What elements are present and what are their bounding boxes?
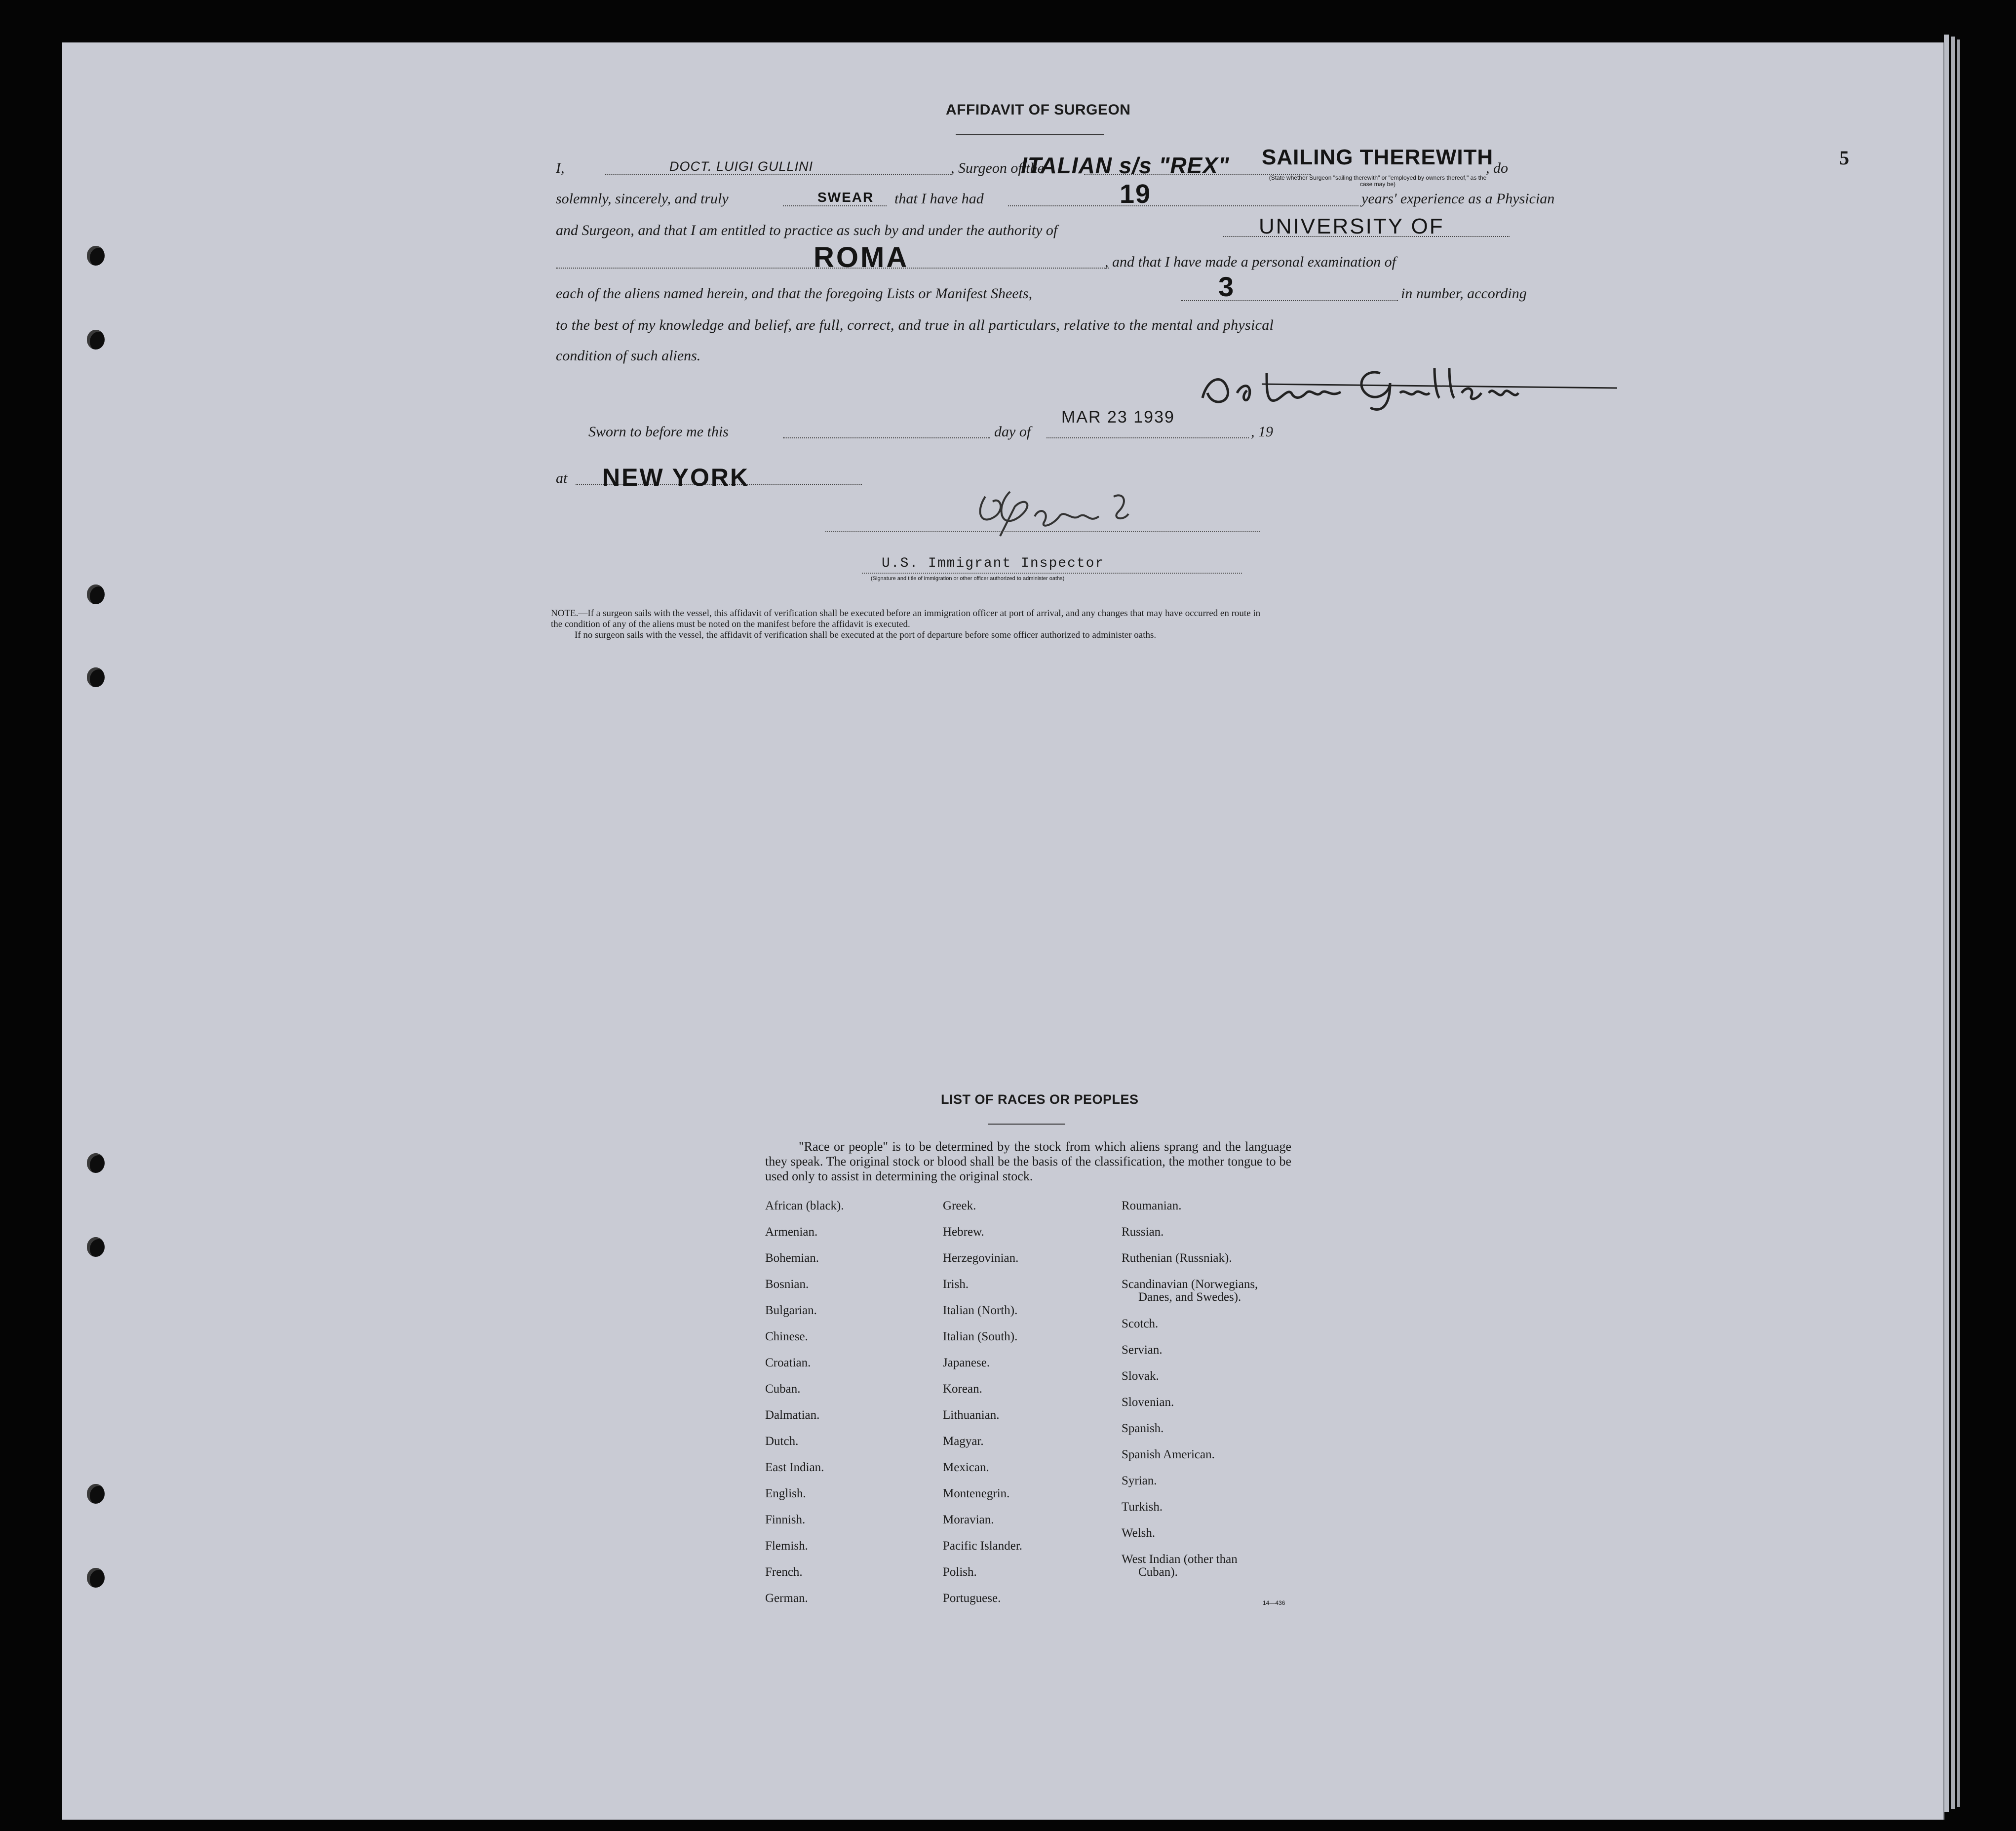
authority-line-2: ROMA <box>814 241 909 273</box>
authority-label: and Surgeon, and that I am entitled to practice as such by and under the authority of <box>556 222 1058 238</box>
race-item: Croatian. <box>765 1356 811 1369</box>
race-item: Spanish American. <box>1122 1448 1215 1461</box>
years-label: years' experience as a Physician <box>1361 191 1555 207</box>
date-stamp: MAR 23 1939 <box>1061 408 1175 427</box>
race-item: Cuban). <box>1138 1565 1178 1579</box>
race-item: Japanese. <box>943 1356 990 1369</box>
document-page <box>62 42 1944 1820</box>
race-item: Spanish. <box>1122 1422 1164 1435</box>
races-intro: "Race or people" is to be determined by the stock from which aliens sprang and the language they speak. The original stock or blood shall be the basis of the classification, the mother tongue to be used only to assist in determining the original stock. <box>765 1139 1291 1183</box>
page-edge <box>1957 39 1960 1807</box>
race-item: Bosnian. <box>765 1278 809 1291</box>
race-item: Dutch. <box>765 1435 799 1448</box>
inspector-signature <box>966 482 1183 541</box>
races-column-2 <box>943 1193 1022 1611</box>
race-item: Roumanian. <box>1122 1199 1182 1212</box>
sworn-place: NEW YORK <box>602 464 750 491</box>
race-item: Turkish. <box>1122 1500 1163 1514</box>
page-number: 5 <box>1839 147 1849 169</box>
sheets-count: 3 <box>1218 271 1235 302</box>
surgeon-signature <box>1193 353 1617 413</box>
punch-hole <box>87 246 105 266</box>
race-item: Scotch. <box>1122 1317 1159 1330</box>
race-item: Russian. <box>1122 1225 1164 1239</box>
race-item: Danes, and Swedes). <box>1138 1290 1241 1304</box>
note-line-1: NOTE.—If a surgeon sails with the vessel, this affidavit of verification shall be executed before an immigration officer at port of arrival, and any changes that may have occurred en route in <box>551 608 1261 619</box>
race-item: Irish. <box>943 1278 969 1291</box>
form-number: 14—436 <box>1263 1599 1285 1606</box>
punch-hole <box>87 667 105 687</box>
do-label: , do <box>1486 160 1508 176</box>
sheets-field <box>1181 300 1398 301</box>
affidavit-title: AFFIDAVIT OF SURGEON <box>946 102 1131 118</box>
race-item: Flemish. <box>765 1539 808 1553</box>
race-item: Welsh. <box>1122 1526 1156 1540</box>
page-edge <box>1951 37 1955 1809</box>
race-item: Korean. <box>943 1382 982 1396</box>
race-item: West Indian (other than <box>1122 1553 1238 1566</box>
title-rule <box>956 134 1104 135</box>
had-label: that I have had <box>894 191 984 207</box>
status-hint: (State whether Surgeon "sailing therewith" or "employed by owners thereof," as the case may be) <box>1269 174 1487 188</box>
race-item: English. <box>765 1487 806 1500</box>
sworn-label: Sworn to before me this <box>588 424 729 440</box>
surgeon-name: DOCT. LUIGI GULLINI <box>669 159 814 174</box>
race-item: Scandinavian (Norwegians, <box>1122 1278 1258 1291</box>
race-item: Herzegovinian. <box>943 1251 1019 1265</box>
punch-hole <box>87 1237 105 1257</box>
affidavit-i: I, <box>556 160 565 176</box>
races-title: LIST OF RACES OR PEOPLES <box>941 1092 1139 1107</box>
officer-title-line <box>862 573 1242 574</box>
oath-word: SWEAR <box>817 190 874 205</box>
race-item: Finnish. <box>765 1513 806 1526</box>
race-item: Chinese. <box>765 1330 808 1343</box>
surgeon-of-label: , Surgeon of the <box>951 160 1044 176</box>
examination-label: , and that I have made a personal examination of <box>1105 254 1396 270</box>
years-field <box>1008 205 1358 206</box>
note-line-3: If no surgeon sails with the vessel, the affidavit of verification shall be executed at the port of departure before some officer authorized to administer oaths. <box>575 630 1157 640</box>
race-item: Ruthenian (Russniak). <box>1122 1251 1232 1265</box>
race-item: Hebrew. <box>943 1225 984 1239</box>
officer-title-stamp: U.S. Immigrant Inspector <box>882 556 1105 571</box>
race-item: Portuguese. <box>943 1592 1001 1605</box>
solemnly-label: solemnly, sincerely, and truly <box>556 191 729 207</box>
knowledge-text: to the best of my knowledge and belief, are full, correct, and true in all particulars, relative to the mental and physical <box>556 317 1274 333</box>
race-item: French. <box>765 1565 803 1579</box>
race-item: Polish. <box>943 1565 977 1579</box>
race-item: Bulgarian. <box>765 1304 817 1317</box>
punch-hole <box>87 330 105 350</box>
race-item: German. <box>765 1592 808 1605</box>
race-item: Syrian. <box>1122 1474 1157 1487</box>
punch-hole <box>87 1484 105 1504</box>
race-item: Dalmatian. <box>765 1408 820 1422</box>
punch-hole <box>87 1568 105 1588</box>
oath-field <box>783 205 887 206</box>
race-item: Italian (North). <box>943 1304 1018 1317</box>
races-column-3 <box>1122 1193 1258 1579</box>
race-item: Armenian. <box>765 1225 818 1239</box>
note-line-2: the condition of any of the aliens must be noted on the manifest before the affidavit is executed. <box>551 619 910 629</box>
race-item: Bohemian. <box>765 1251 819 1265</box>
day-of-label: day of <box>994 424 1031 440</box>
races-title-rule <box>988 1124 1065 1125</box>
races-column-1 <box>765 1193 844 1611</box>
race-item: African (black). <box>765 1199 844 1212</box>
page-edge <box>1944 35 1949 1812</box>
years-experience: 19 <box>1120 179 1152 209</box>
race-item: Moravian. <box>943 1513 994 1526</box>
year-label: , 19 <box>1251 424 1273 440</box>
race-item: Pacific Islander. <box>943 1539 1023 1553</box>
race-item: Servian. <box>1122 1343 1163 1357</box>
number-label: in number, according <box>1401 285 1527 302</box>
race-item: Montenegrin. <box>943 1487 1010 1500</box>
condition-text: condition of such aliens. <box>556 348 701 364</box>
punch-hole <box>87 584 105 604</box>
race-item: Italian (South). <box>943 1330 1018 1343</box>
race-item: Mexican. <box>943 1461 989 1474</box>
sworn-day-field <box>783 437 990 438</box>
officer-signature-line <box>825 531 1260 532</box>
punch-hole <box>87 1153 105 1173</box>
at-label: at <box>556 470 568 486</box>
race-item: East Indian. <box>765 1461 824 1474</box>
officer-caption: (Signature and title of immigration or other officer authorized to administer oaths) <box>871 576 1065 582</box>
surgeon-status: SAILING THEREWITH <box>1262 145 1494 169</box>
race-item: Magyar. <box>943 1435 984 1448</box>
authority-line-1: UNIVERSITY OF <box>1259 214 1444 238</box>
race-item: Cuban. <box>765 1382 801 1396</box>
race-item: Slovak. <box>1122 1369 1159 1383</box>
race-item: Greek. <box>943 1199 976 1212</box>
race-item: Lithuanian. <box>943 1408 1000 1422</box>
vessel-name: ITALIAN s/s "REX" <box>1021 153 1230 178</box>
sworn-month-field <box>1047 437 1249 438</box>
manifest-label: each of the aliens named herein, and that the foregoing Lists or Manifest Sheets, <box>556 285 1033 302</box>
race-item: Slovenian. <box>1122 1396 1174 1409</box>
